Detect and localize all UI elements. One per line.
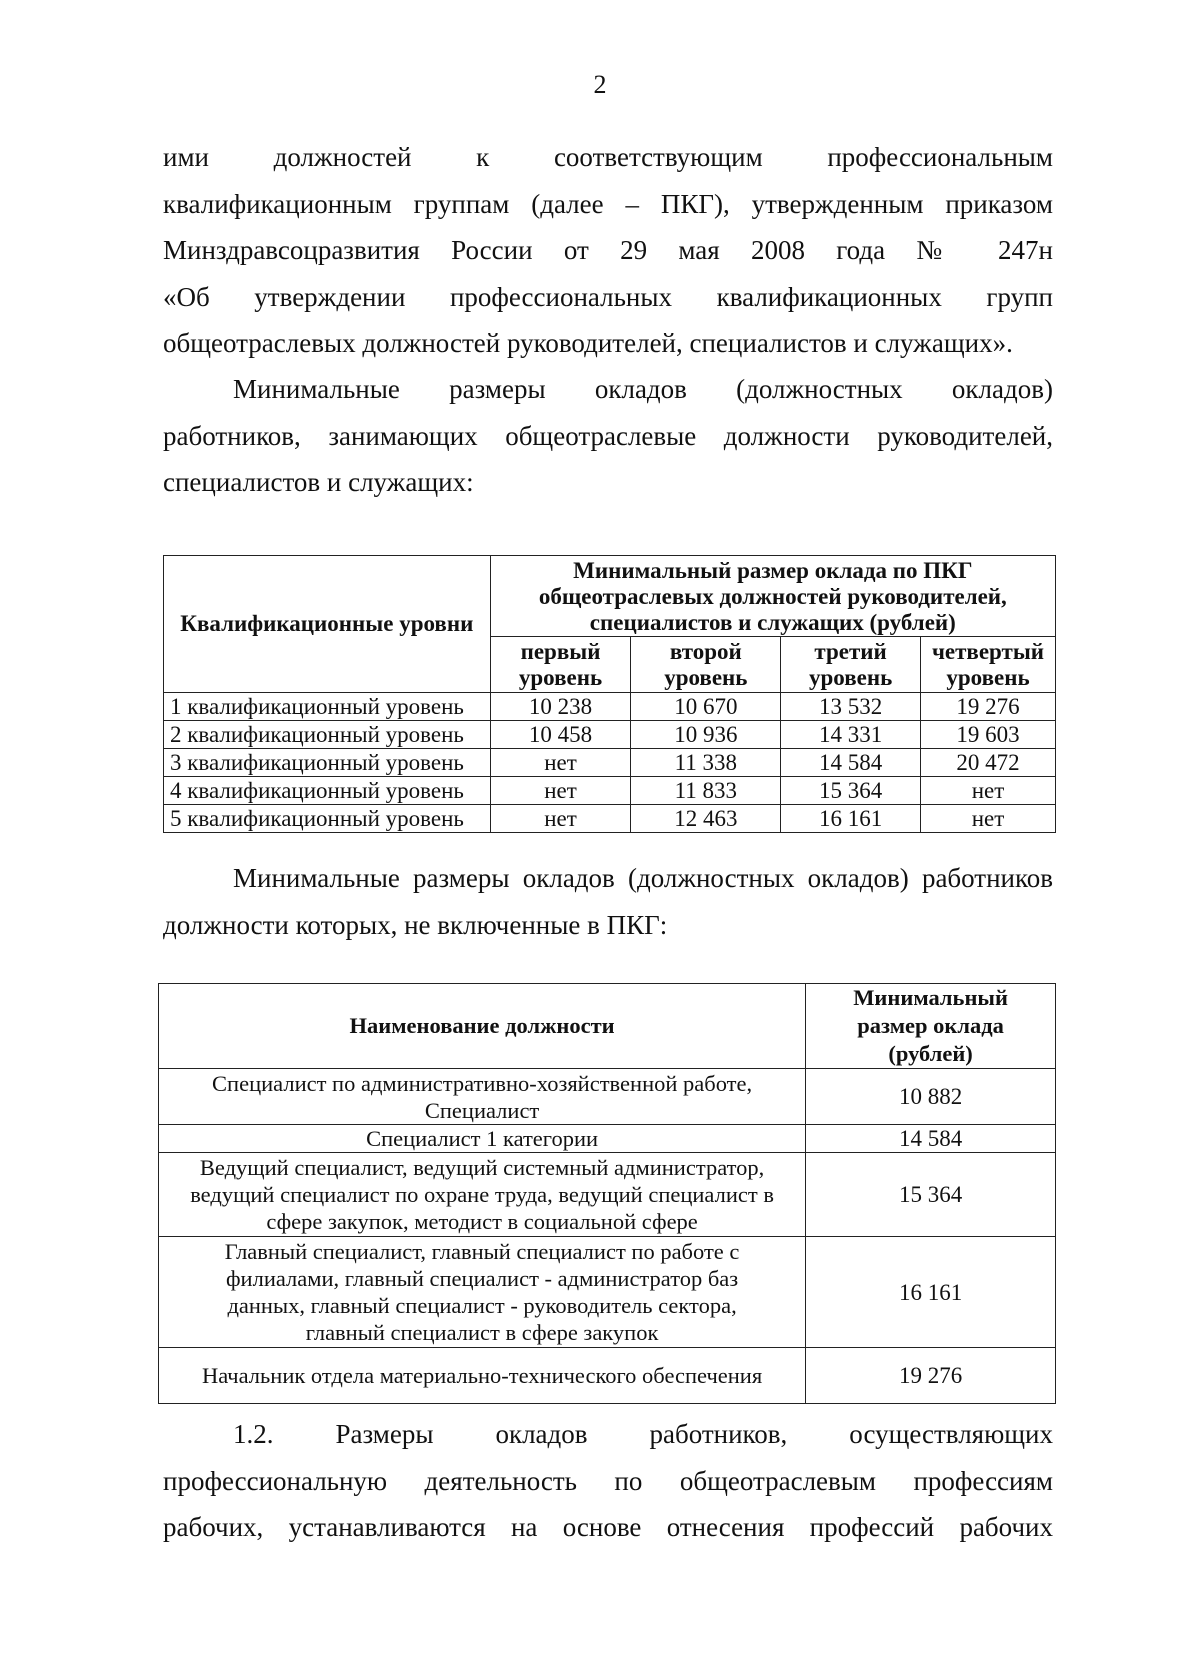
text-line: «Об утверждении профессиональных квалификационных групп: [163, 281, 1053, 312]
cell-position: Специалист по административно-хозяйственной работе, Специалист: [159, 1069, 806, 1125]
cell-value: 11 338: [631, 749, 781, 777]
cell-level: 5 квалификационный уровень: [164, 805, 491, 833]
column-header-level-2: второй уровень: [631, 637, 781, 693]
cell-value: 19 603: [921, 721, 1056, 749]
cell-value: 16 161: [781, 805, 921, 833]
column-header-level-3: третий уровень: [781, 637, 921, 693]
paragraph-non-pkg: [163, 855, 1053, 948]
cell-value: нет: [490, 805, 631, 833]
table-row: [159, 1069, 1056, 1125]
non-pkg-salary-table: [158, 983, 1056, 1404]
cell-level: 3 квалификационный уровень: [164, 749, 491, 777]
page-number: 2: [593, 70, 607, 99]
cell-position: Специалист 1 категории: [159, 1125, 806, 1153]
paragraph-section-1-2: [163, 1411, 1053, 1551]
table-row: [164, 749, 1056, 777]
text-line: Минимальные размеры окладов (должностных окладов) работников: [233, 863, 1053, 893]
cell-level: 2 квалификационный уровень: [164, 721, 491, 749]
table-row: [164, 777, 1056, 805]
cell-salary: 10 882: [806, 1069, 1056, 1125]
table-row: [159, 1153, 1056, 1237]
cell-salary: 14 584: [806, 1125, 1056, 1153]
cell-value: нет: [921, 777, 1056, 805]
cell-value: 10 936: [631, 721, 781, 749]
text-line: специалистов и служащих:: [163, 467, 474, 497]
table-row: [164, 721, 1056, 749]
text-line: профессиональную деятельность по общеотраслевым профессиям: [163, 1465, 1053, 1496]
cell-value: 10 238: [490, 693, 631, 721]
column-header-position: Наименование должности: [159, 984, 806, 1069]
cell-position: Начальник отдела материально-технического обеспечения: [159, 1348, 806, 1404]
cell-value: 13 532: [781, 693, 921, 721]
text-line: Минимальные размеры окладов (должностных окладов): [233, 374, 1053, 404]
cell-value: 20 472: [921, 749, 1056, 777]
text-line: 1.2. Размеры окладов работников, осуществляющих: [233, 1419, 1053, 1449]
cell-level: 4 квалификационный уровень: [164, 777, 491, 805]
cell-position: Ведущий специалист, ведущий системный администратор, ведущий специалист по охране труда, ведущий специалист в сфере закупок, методист в социальной сфере: [159, 1153, 806, 1237]
text-line: общеотраслевых должностей руководителей, специалистов и служащих».: [163, 328, 1013, 358]
column-header-qualification-levels: Квалификационные уровни: [164, 556, 491, 693]
pkg-salary-table: [163, 555, 1056, 833]
table-row: [159, 1348, 1056, 1404]
paragraph-min-salaries: [163, 366, 1053, 506]
cell-value: 15 364: [781, 777, 921, 805]
cell-value: 12 463: [631, 805, 781, 833]
cell-value: 14 331: [781, 721, 921, 749]
table-row: [164, 805, 1056, 833]
cell-value: нет: [490, 749, 631, 777]
text-line: Минздравсоцразвития России от 29 мая 2008 года № 247н: [163, 235, 1053, 265]
table-row: [159, 1237, 1056, 1348]
column-header-level-1: первый уровень: [490, 637, 631, 693]
cell-level: 1 квалификационный уровень: [164, 693, 491, 721]
cell-value: 10 670: [631, 693, 781, 721]
paragraph-intro: [163, 134, 1053, 367]
cell-position: Главный специалист, главный специалист по работе с филиалами, главный специалист - администратор баз данных, главный специалист - руководитель сектора, главный специалист в сфере закупок: [159, 1237, 806, 1348]
text-line: рабочих, устанавливаются на основе отнесения профессий рабочих: [163, 1512, 1053, 1542]
cell-value: 10 458: [490, 721, 631, 749]
cell-salary: 16 161: [806, 1237, 1056, 1348]
column-header-salary: Минимальный размер оклада (рублей): [806, 984, 1056, 1069]
cell-salary: 15 364: [806, 1153, 1056, 1237]
cell-value: 14 584: [781, 749, 921, 777]
cell-value: нет: [921, 805, 1056, 833]
table-row: [159, 1125, 1056, 1153]
column-header-group: Минимальный размер оклада по ПКГ общеотраслевых должностей руководителей, специалистов и служащих (рублей): [490, 556, 1055, 637]
cell-value: 19 276: [921, 693, 1056, 721]
cell-value: нет: [490, 777, 631, 805]
text-line: должности которых, не включенные в ПКГ:: [163, 909, 668, 940]
column-header-level-4: четвертый уровень: [921, 637, 1056, 693]
text-line: квалификационным группам (далее – ПКГ), утвержденным приказом: [163, 188, 1053, 219]
cell-value: 11 833: [631, 777, 781, 805]
text-line: работников, занимающих общеотраслевые должности руководителей,: [163, 420, 1053, 451]
text-line: ими должностей к соответствующим профессиональным: [163, 142, 1053, 172]
table-row: [164, 693, 1056, 721]
cell-salary: 19 276: [806, 1348, 1056, 1404]
